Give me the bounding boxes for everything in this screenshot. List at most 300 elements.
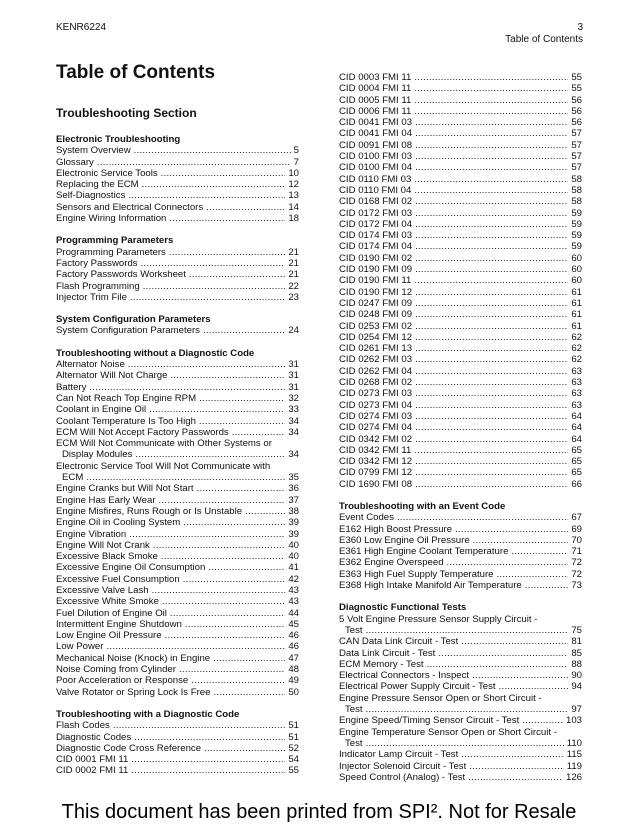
dot-leader [86, 472, 285, 483]
dot-leader [414, 185, 568, 196]
toc-page-number: 126 [565, 771, 582, 783]
dot-leader [415, 140, 568, 151]
toc-left-column [56, 62, 299, 788]
dot-leader [415, 264, 568, 275]
toc-entry[interactable] [339, 693, 582, 716]
toc-page-number: 59 [571, 230, 582, 242]
toc-entry[interactable] [339, 275, 582, 286]
toc-page-number: 35 [288, 472, 299, 484]
dot-leader [189, 269, 285, 280]
dot-leader [472, 670, 568, 681]
toc-entry-text: CID 0172 FMI 04 [339, 218, 413, 230]
toc-page-number: 7 [293, 156, 299, 168]
toc-entry[interactable] [339, 377, 582, 388]
toc-group-title: Troubleshooting without a Diagnostic Code [56, 347, 255, 359]
dot-leader [169, 213, 285, 224]
toc-page-number: 119 [566, 760, 582, 772]
toc-entry[interactable] [339, 332, 582, 343]
toc-entry-text: CID 0003 FMI 11 [339, 72, 412, 83]
dot-leader [511, 546, 568, 557]
dot-leader [162, 596, 285, 607]
toc-group-title: Troubleshooting with a Diagnostic Code [56, 708, 240, 720]
page-number: 3 [577, 22, 583, 33]
toc-entry-text: Can Not Reach Top Engine RPM [56, 392, 197, 404]
dot-leader [415, 366, 568, 377]
dot-leader [414, 72, 568, 83]
dot-leader [415, 467, 568, 478]
toc-entry[interactable] [56, 281, 299, 292]
toc-entry[interactable] [339, 128, 582, 139]
toc-page-number: 65 [571, 456, 582, 468]
dot-leader [245, 506, 285, 517]
dot-leader [461, 636, 568, 647]
toc-page-number: 45 [288, 618, 299, 630]
toc-entry-text: CID 0342 FMI 02 [339, 433, 413, 445]
toc-entry[interactable] [56, 258, 299, 269]
toc-entry-text: Test [345, 704, 363, 716]
toc-entry-text: Mechanical Noise (Knock) in Engine [56, 652, 211, 664]
dot-leader [415, 332, 568, 343]
toc-entry[interactable] [56, 157, 299, 168]
toc-entry[interactable] [56, 168, 299, 179]
toc-entry-text: CID 0190 FMI 11 [339, 275, 412, 287]
dot-leader [414, 445, 568, 456]
dot-leader [461, 749, 563, 760]
dot-leader [438, 648, 568, 659]
toc-page-number: 50 [288, 686, 299, 698]
toc-entry-text: Test [345, 624, 363, 636]
toc-entry[interactable] [339, 140, 582, 151]
toc-entry[interactable] [56, 190, 299, 201]
toc-entry[interactable] [56, 754, 299, 765]
toc-entry[interactable] [56, 495, 299, 506]
toc-entry-text: CID 0174 FMI 03 [339, 230, 413, 242]
toc-entry-text: Replacing the ECM [56, 179, 139, 191]
toc-entry[interactable] [339, 388, 582, 399]
dot-leader [415, 422, 568, 433]
toc-page-number: 103 [565, 715, 582, 727]
toc-entry[interactable] [56, 247, 299, 258]
toc-entry[interactable] [56, 585, 299, 596]
toc-entry[interactable] [339, 557, 582, 568]
dot-leader [415, 434, 568, 445]
toc-page-number: 33 [288, 404, 299, 416]
toc-entry[interactable] [339, 151, 582, 162]
toc-entry[interactable] [339, 524, 582, 535]
toc-entry[interactable] [339, 479, 582, 490]
toc-page-number: 44 [288, 607, 299, 619]
toc-entry[interactable] [339, 309, 582, 320]
toc-entry[interactable] [56, 743, 299, 754]
toc-entry[interactable] [56, 427, 299, 438]
toc-entry-text: Display Modules [62, 449, 133, 461]
toc-entry[interactable] [339, 546, 582, 557]
toc-entry[interactable] [339, 648, 582, 659]
toc-entry-text: CAN Data Link Circuit - Test [339, 636, 459, 648]
toc-page-number: 21 [288, 269, 299, 281]
toc-entry[interactable] [339, 174, 582, 185]
toc-entry-text: ECM [62, 472, 84, 484]
toc-page-number: 49 [288, 675, 299, 687]
toc-entry-text: CID 0253 FMI 02 [339, 320, 413, 332]
toc-page-number: 72 [571, 568, 582, 580]
toc-entry-text: Engine Misfires, Runs Rough or Is Unstable [56, 505, 243, 517]
toc-entry[interactable] [339, 400, 582, 411]
toc-entry[interactable] [56, 529, 299, 540]
toc-entry[interactable] [56, 461, 299, 484]
toc-page-number: 52 [288, 742, 299, 754]
dot-leader [366, 625, 569, 636]
toc-entry[interactable] [56, 653, 299, 664]
toc-entry[interactable] [339, 569, 582, 580]
toc-entry-text: CID 0002 FMI 11 [56, 765, 129, 777]
toc-page-number: 47 [288, 652, 299, 664]
dot-leader [415, 400, 568, 411]
toc-page-number: 40 [288, 539, 299, 551]
dot-leader [415, 162, 568, 173]
toc-page-number: 64 [571, 410, 582, 422]
dot-leader [415, 151, 568, 162]
toc-entry[interactable] [339, 253, 582, 264]
toc-entry[interactable] [339, 681, 582, 692]
dot-leader [197, 483, 286, 494]
dot-leader [414, 106, 568, 117]
toc-entry[interactable] [339, 298, 582, 309]
toc-page-number: 59 [571, 241, 582, 253]
toc-entry[interactable] [339, 411, 582, 422]
toc-page-number: 63 [571, 388, 582, 400]
toc-entry-text: Test [345, 737, 363, 749]
toc-entry-text: Glossary [56, 156, 94, 168]
toc-entry[interactable] [339, 343, 582, 354]
toc-entry-text: CID 0274 FMI 03 [339, 410, 413, 422]
toc-entry[interactable] [56, 641, 299, 652]
dot-leader [97, 157, 291, 168]
toc-entry-text: Flash Codes [56, 720, 110, 732]
toc-entry-text: CID 0273 FMI 04 [339, 399, 413, 411]
toc-page-number: 63 [571, 399, 582, 411]
toc-page-number: 61 [571, 309, 582, 321]
toc-entry-text: CID 0273 FMI 03 [339, 388, 413, 400]
toc-page-number: 65 [571, 444, 582, 456]
toc-page-number: 94 [571, 681, 582, 693]
toc-entry[interactable] [339, 264, 582, 275]
toc-entry[interactable] [56, 720, 299, 731]
toc-page-number: 59 [571, 218, 582, 230]
dot-leader [208, 562, 285, 573]
toc-page-number: 64 [571, 422, 582, 434]
toc-entry-text: E361 High Engine Coolant Temperature [339, 546, 509, 558]
toc-entry[interactable] [339, 162, 582, 173]
dot-leader [128, 190, 285, 201]
toc-entry[interactable] [56, 179, 299, 190]
toc-entry[interactable] [56, 765, 299, 776]
toc-entry[interactable] [56, 551, 299, 562]
toc-page-number: 21 [288, 246, 299, 258]
running-title: Table of Contents [505, 34, 583, 45]
toc-page-number: 61 [571, 286, 582, 298]
toc-page-number: 72 [571, 557, 582, 569]
toc-entry[interactable] [339, 230, 582, 241]
toc-page-number: 57 [571, 151, 582, 163]
toc-entry[interactable] [339, 219, 582, 230]
dot-leader [415, 321, 568, 332]
toc-entry-continuation [339, 738, 582, 749]
toc-entry-text: CID 0174 FMI 04 [339, 241, 413, 253]
toc-entry-text: E363 High Fuel Supply Temperature [339, 568, 494, 580]
toc-entry-text: Programming Parameters [56, 246, 166, 258]
toc-entry-text: Engine Temperature Sensor Open or Short Circuit - [339, 726, 557, 738]
toc-entry[interactable] [339, 467, 582, 478]
toc-page-number: 10 [288, 167, 299, 179]
toc-entry[interactable] [339, 366, 582, 377]
toc-entry[interactable] [56, 562, 299, 573]
toc-entry[interactable] [339, 117, 582, 128]
toc-entry[interactable] [339, 512, 582, 523]
toc-entry[interactable] [339, 659, 582, 670]
toc-page-number: 63 [571, 365, 582, 377]
toc-entry-text: Electronic Service Tool Will Not Communicate with [56, 460, 271, 472]
toc-page-number: 12 [288, 179, 299, 191]
toc-entry[interactable] [56, 325, 299, 336]
toc-entry[interactable] [56, 483, 299, 494]
toc-group [56, 134, 299, 224]
toc-entry-text: Factory Passwords [56, 257, 138, 269]
toc-entry[interactable] [339, 241, 582, 252]
toc-page-number: 60 [571, 252, 582, 264]
toc-entry[interactable] [339, 287, 582, 298]
toc-page-number: 36 [288, 483, 299, 495]
toc-entry-text: Coolant in Engine Oil [56, 404, 147, 416]
left-groups [56, 134, 299, 777]
toc-page-number: 23 [288, 291, 299, 303]
toc-page-number: 62 [571, 343, 582, 355]
dot-leader [183, 574, 286, 585]
toc-entry-text: Engine Vibration [56, 528, 127, 540]
dot-leader [415, 253, 568, 264]
toc-page-number: 59 [571, 207, 582, 219]
toc-entry-text: Noise Coming from Cylinder [56, 664, 176, 676]
toc-entry[interactable] [339, 354, 582, 365]
dot-leader [415, 309, 568, 320]
toc-entry-text: CID 0342 FMI 12 [339, 456, 413, 468]
toc-page-number: 60 [571, 275, 582, 287]
toc-entry[interactable] [339, 749, 582, 760]
document-id: KENR6224 [56, 22, 107, 33]
toc-page-number: 57 [571, 128, 582, 140]
toc-entry-text: CID 1690 FMI 08 [339, 478, 413, 490]
toc-page-number: 54 [288, 754, 299, 766]
toc-entry[interactable] [56, 506, 299, 517]
toc-entry-text: CID 0100 FMI 04 [339, 162, 413, 174]
toc-group [339, 602, 582, 783]
toc-entry[interactable] [339, 761, 582, 772]
dot-leader [106, 641, 285, 652]
toc-entry[interactable] [56, 574, 299, 585]
toc-entry-text: CID 0168 FMI 02 [339, 196, 413, 208]
toc-entry-text: Engine Speed/Timing Sensor Circuit - Test [339, 715, 520, 727]
dot-leader [415, 287, 568, 298]
toc-page-number: 56 [571, 105, 582, 117]
toc-page-number: 62 [571, 354, 582, 366]
toc-entry[interactable] [56, 664, 299, 675]
dot-leader [415, 479, 568, 490]
toc-entry[interactable] [56, 292, 299, 303]
toc-entry-text: Alternator Noise [56, 359, 125, 371]
toc-entry-text: Factory Passwords Worksheet [56, 269, 186, 281]
toc-entry-text: CID 0342 FMI 11 [339, 444, 412, 456]
toc-page-number: 58 [571, 173, 582, 185]
dot-leader [415, 456, 568, 467]
toc-page-number: 38 [288, 505, 299, 517]
toc-entry[interactable] [56, 202, 299, 213]
toc-entry[interactable] [56, 438, 299, 461]
dot-leader [414, 275, 568, 286]
toc-entry[interactable] [339, 535, 582, 546]
dot-leader [468, 772, 563, 783]
dot-leader [415, 230, 568, 241]
toc-entry[interactable] [339, 727, 582, 750]
toc-entry-text: Electrical Connectors - Inspect [339, 670, 470, 682]
toc-entry[interactable] [339, 83, 582, 94]
toc-entry[interactable] [339, 321, 582, 332]
toc-entry[interactable] [56, 370, 299, 381]
dot-leader [469, 761, 563, 772]
toc-entry[interactable] [339, 614, 582, 637]
toc-page-number: 75 [571, 624, 582, 636]
toc-entry[interactable] [56, 404, 299, 415]
toc-entry[interactable] [56, 517, 299, 528]
toc-entry-text: 5 Volt Engine Pressure Sensor Supply Circuit - [339, 613, 538, 625]
toc-entry[interactable] [56, 732, 299, 743]
toc-page-number: 56 [571, 94, 582, 106]
toc-entry[interactable] [339, 106, 582, 117]
toc-entry-text: Injector Solenoid Circuit - Test [339, 760, 467, 772]
dot-leader [213, 687, 285, 698]
toc-entry[interactable] [339, 772, 582, 783]
dot-leader [131, 754, 285, 765]
toc-group [339, 501, 582, 591]
toc-entry[interactable] [339, 72, 582, 83]
dot-leader [129, 529, 285, 540]
toc-entry[interactable] [339, 196, 582, 207]
toc-entry[interactable] [56, 393, 299, 404]
toc-entry[interactable] [339, 580, 582, 591]
toc-entry[interactable] [56, 608, 299, 619]
dot-leader [161, 551, 285, 562]
toc-entry[interactable] [56, 630, 299, 641]
dot-leader [183, 517, 285, 528]
toc-page-number: 34 [288, 426, 299, 438]
toc-entry[interactable] [56, 145, 299, 156]
toc-entry[interactable] [56, 213, 299, 224]
toc-entry[interactable] [56, 269, 299, 280]
toc-entry-text: Data Link Circuit - Test [339, 647, 436, 659]
toc-entry-text: Electronic Service Tools [56, 167, 158, 179]
toc-entry-text: Electrical Power Supply Circuit - Test [339, 681, 496, 693]
toc-entry[interactable] [56, 359, 299, 370]
dot-leader [89, 382, 285, 393]
toc-right-column [339, 72, 582, 794]
dot-leader [415, 128, 568, 139]
toc-page-number: 55 [571, 83, 582, 95]
dot-leader [179, 664, 285, 675]
toc-group [56, 348, 299, 698]
right-groups [339, 72, 582, 783]
toc-entry[interactable] [56, 675, 299, 686]
dot-leader [415, 219, 568, 230]
toc-entry[interactable] [339, 445, 582, 456]
toc-entry-text: CID 0041 FMI 04 [339, 128, 413, 140]
toc-page-number: 42 [288, 573, 299, 585]
toc-entry[interactable] [339, 422, 582, 433]
toc-entry-text: System Overview [56, 145, 131, 157]
dot-leader [522, 715, 563, 726]
toc-entry-text: E162 High Boost Pressure [339, 523, 453, 535]
toc-page-number: 18 [288, 213, 299, 225]
dot-leader [149, 404, 285, 415]
dot-leader [170, 370, 285, 381]
dot-leader [128, 359, 286, 370]
toc-page-number: 13 [288, 190, 299, 202]
dot-leader [427, 659, 569, 670]
dot-leader [191, 675, 285, 686]
toc-entry-text: CID 0006 FMI 11 [339, 105, 412, 117]
dot-leader [473, 535, 569, 546]
dot-leader [165, 630, 286, 641]
toc-page-number: 61 [571, 297, 582, 309]
toc-entry[interactable] [339, 434, 582, 445]
toc-entry[interactable] [56, 540, 299, 551]
toc-entry[interactable] [339, 670, 582, 681]
toc-entry[interactable] [339, 95, 582, 106]
dot-leader [415, 354, 568, 365]
toc-entry-text: ECM Will Not Communicate with Other Systems or [56, 438, 272, 450]
toc-entry[interactable] [56, 596, 299, 607]
toc-entry[interactable] [339, 636, 582, 647]
toc-page-number: 63 [571, 377, 582, 389]
toc-entry-text: CID 0091 FMI 08 [339, 139, 413, 151]
toc-page-number: 34 [288, 415, 299, 427]
dot-leader [415, 241, 568, 252]
toc-page-number: 51 [288, 720, 299, 732]
toc-entry[interactable] [339, 208, 582, 219]
toc-entry-continuation [339, 625, 582, 636]
toc-entry[interactable] [56, 619, 299, 630]
dot-leader [130, 292, 285, 303]
toc-page-number: 51 [288, 731, 299, 743]
toc-entry-text: CID 0799 FMI 12 [339, 467, 413, 479]
toc-entry[interactable] [56, 382, 299, 393]
dot-leader [213, 653, 285, 664]
toc-entry-text: E368 High Intake Manifold Air Temperature [339, 580, 522, 592]
toc-entry-text: Coolant Temperature Is Too High [56, 415, 196, 427]
toc-entry[interactable] [56, 687, 299, 698]
toc-page-number: 57 [571, 139, 582, 151]
toc-page-number: 34 [288, 449, 299, 461]
toc-entry[interactable] [339, 715, 582, 726]
toc-entry-continuation [56, 449, 299, 460]
toc-page-number: 14 [288, 201, 299, 213]
dot-leader [414, 95, 568, 106]
dot-leader [415, 298, 568, 309]
toc-entry[interactable] [339, 456, 582, 467]
toc-entry-text: Flash Programming [56, 280, 140, 292]
toc-page-number: 46 [288, 641, 299, 653]
toc-entry[interactable] [339, 185, 582, 196]
toc-entry-text: CID 0190 FMI 02 [339, 252, 413, 264]
toc-entry[interactable] [56, 416, 299, 427]
